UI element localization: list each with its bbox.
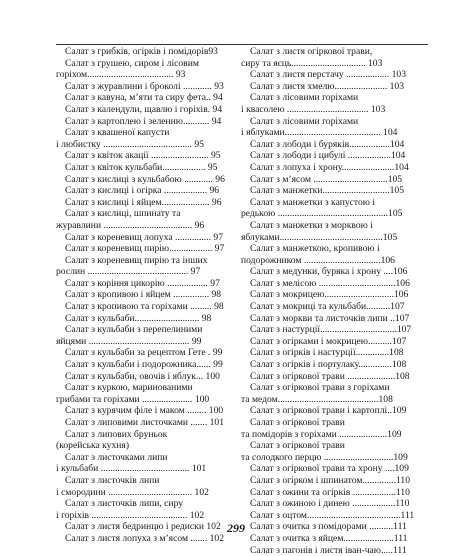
index-entry-line: яблуками...........................................105 [241,231,398,243]
index-entry-line: Салат з ожини та огірків ..................110 [250,486,410,498]
index-entry-line: Салат з кульбаби за рецептом Гете . 99 [65,347,223,359]
index-entry-line: Салат з очитка з помідорами ..........111 [250,521,407,533]
index-entry-line: Салат з листочків липи [65,474,160,486]
index-entry-line: Салат з огіркової трави та хрону ....109 [250,463,409,475]
index-entry-line: Салат з листочків липи, сиру [65,498,184,510]
index-entry-line: Салат з огіркової трави з горіхами [250,382,390,394]
index-entry-line: Салат з календули, щавлю і горіхів. 94 [65,103,223,115]
index-entry-line: журавлини ..................................... 96 [56,219,205,231]
page-number: 299 [227,521,245,535]
index-entry-line: та помідорів з горіхами ....................109 [241,428,402,440]
index-entry-line: Салат з огіркової трави і картоплі..109 [250,405,407,417]
index-entry-line: редькою ..............................................105 [241,208,403,220]
index-entry-line: рослин .......................................... 97 [56,266,201,278]
index-entry-line: Салат з коріння цикорію ................. 97 [65,277,220,289]
index-entry-line: Салат з кореневищ лопуха ............... 97 [65,231,223,243]
index-entry-line: Салат з курячим філе і маком ........ 100 [65,405,224,417]
index-entry-line: та солодкого перцю .............................109 [241,451,408,463]
index-entry-line: Салат з грушею, сиром і лісовим [65,57,199,69]
index-entry-line: грибами та горіхами ..................... 100 [56,393,210,405]
index-entry-line: Салат з кавуна, м’яти та сиру фета.. 94 [65,92,223,104]
index-entry-line: Салат з листя огіркової трави, [250,46,373,57]
index-entry-line: Салат з кислиці і огірка .................. 96 [65,185,220,197]
index-entry-line: і яблуками........................................ 104 [241,127,398,139]
index-entry-line: і кульбаби ..................................... 101 [56,463,207,475]
index-entry-line: Салат з пагонів і листя іван-чаю.....111 [250,544,407,556]
index-entry-line: горіхом.................................... 93 [56,69,186,81]
index-entry-line: Салат з мелісою ................................106 [250,277,410,289]
index-entry-line: Салат з кульбаби і подорожника...... 99 [65,359,223,371]
index-entry-line: Салат з мокрицею.............................106 [250,289,409,301]
index-entry-line: Салат з кропивою і яйцем ............... 98 [65,289,222,301]
index-entry-line: Салат з огірків і настурції..............108 [250,347,404,359]
index-entry-line: Салат з моркви та листочків липи ..107 [250,312,410,324]
index-entry-line: і квасолею .................................. 103 [241,103,386,115]
index-entry-line: Салат з журавлини і броколі ............ 93 [65,80,224,92]
index-entry-line: Салат з квіток кульбаби.................. 95 [65,161,218,173]
index-entry-line: Салат з липовими листочками ....... 101 [65,417,225,428]
index-entry-line: і горіхів ........................................ 102 [56,509,205,521]
index-entry-line: Салат з ожиною і динею ..................110 [250,498,410,510]
index-entry-line: Салат з огіркової трави ....................108 [250,370,410,382]
index-entry-line: Салат з медунки, буряка і хрону ....106 [250,266,408,278]
index-entry-line: Салат з квашеної капусти [65,127,170,139]
index-entry-line: Салат з оцтом.......................................111 [250,509,415,521]
index-entry-line: Салат з лободи і буряків.................104 [250,138,405,150]
index-entry-line: Салат з кислиці, шпинату та [65,208,181,220]
index-entry-line: сиру та яєць............................... 103 [241,57,383,69]
index-entry-line: Салат з огірків і портулаку..............108 [250,359,407,371]
index-entry-line: Салат з лісовими горіхами [250,115,359,127]
index-entry-line: Салат з кульбаби........................... 98 [65,312,212,324]
index-entry-line: Салат з кислиці і яйцем.................... 96 [65,196,222,208]
index-entry-line: Салат з листя лопуха з м’ясом ....... 102 [65,532,225,544]
index-entry-line: Салат з липових бруньок [65,428,168,440]
index-entry-line: Салат з квіток акації ........................ 95 [65,150,221,162]
index-entry-line: Салат з мокриці та кульбаби..........107 [250,301,405,313]
index-entry-line: Салат з лісовими горіхами [250,92,359,104]
index-entry-line: Салат з огіркової трави [250,417,345,428]
index-entry-line: Салат з лопуха і хрону......................104 [250,161,409,173]
index-entry-line: Салат з куркою, маринованими [65,382,193,394]
index-entry-line: Салат з кислиці з кульбабою ............ 96 [65,173,225,185]
index-entry-line: Салат з лободи і цибулі ..................104 [250,150,406,162]
index-entry-line: (корейська кухня) [56,440,130,452]
index-entry-line: Салат з листя перстачу .................. 103 [250,69,406,81]
index-entry-line: Салат з манжетки............................105 [250,185,405,197]
index-entry-line: Салат з кореневищ пирію.................. 97 [65,243,225,255]
index-entry-line: Салат з листя хмелю...................... 103 [250,80,405,92]
index-entry-line: Салат з огіркової трави [250,440,345,452]
index-entry-line: Салат з манжетки з морквою і [250,219,373,231]
index-entry-line: Салат з листя бедринцю і редиски 102 [65,521,221,533]
index-entry-line: яйцями .......................................... 99 [56,335,202,347]
index-column-left [56,44,243,545]
index-entry-line: Салат з огірками і мокрицею..........107 [250,335,407,347]
index-entry-line: Салат з кульбаби з перепелиними [65,324,203,336]
index-entry-line: Салат з картоплею і зеленню........... 94 [65,115,222,127]
index-entry-line: Салат з кореневищ пирію та інших [65,254,208,266]
index-entry-line: і любистку ..................................... 95 [56,138,204,150]
index-entry-line: Салат з м’ясом ...............................105 [250,173,403,185]
index-entry-line: Салат з кульбаби, овочів і яблук... 100 [65,370,220,382]
index-entry-line: Салат з манжетки з капустою і [250,196,375,208]
index-entry-line: Салат з огірком і шпинатом..............110 [250,474,410,486]
index-entry-line: Салат з настурції................................107 [250,324,412,336]
index-entry-line: та медом..........................................108 [241,393,393,405]
index-entry-line: подорожником ................................106 [241,254,395,266]
index-entry-line: Салат з листочками липи [65,451,168,463]
index-entry-line: Салат з кропивою та горіхами ......... 98 [65,301,224,313]
index-entry-line: і смородини ................................... 102 [56,486,209,498]
index-entry-line: Салат з очитка з яйцем.....................111 [250,532,408,544]
index-column-right [241,44,428,556]
index-entry-line: Салат з манжеткою, кропивою і [250,243,380,255]
index-entry-line: Салат з грибків, огірків і помідорів93 [65,46,218,57]
